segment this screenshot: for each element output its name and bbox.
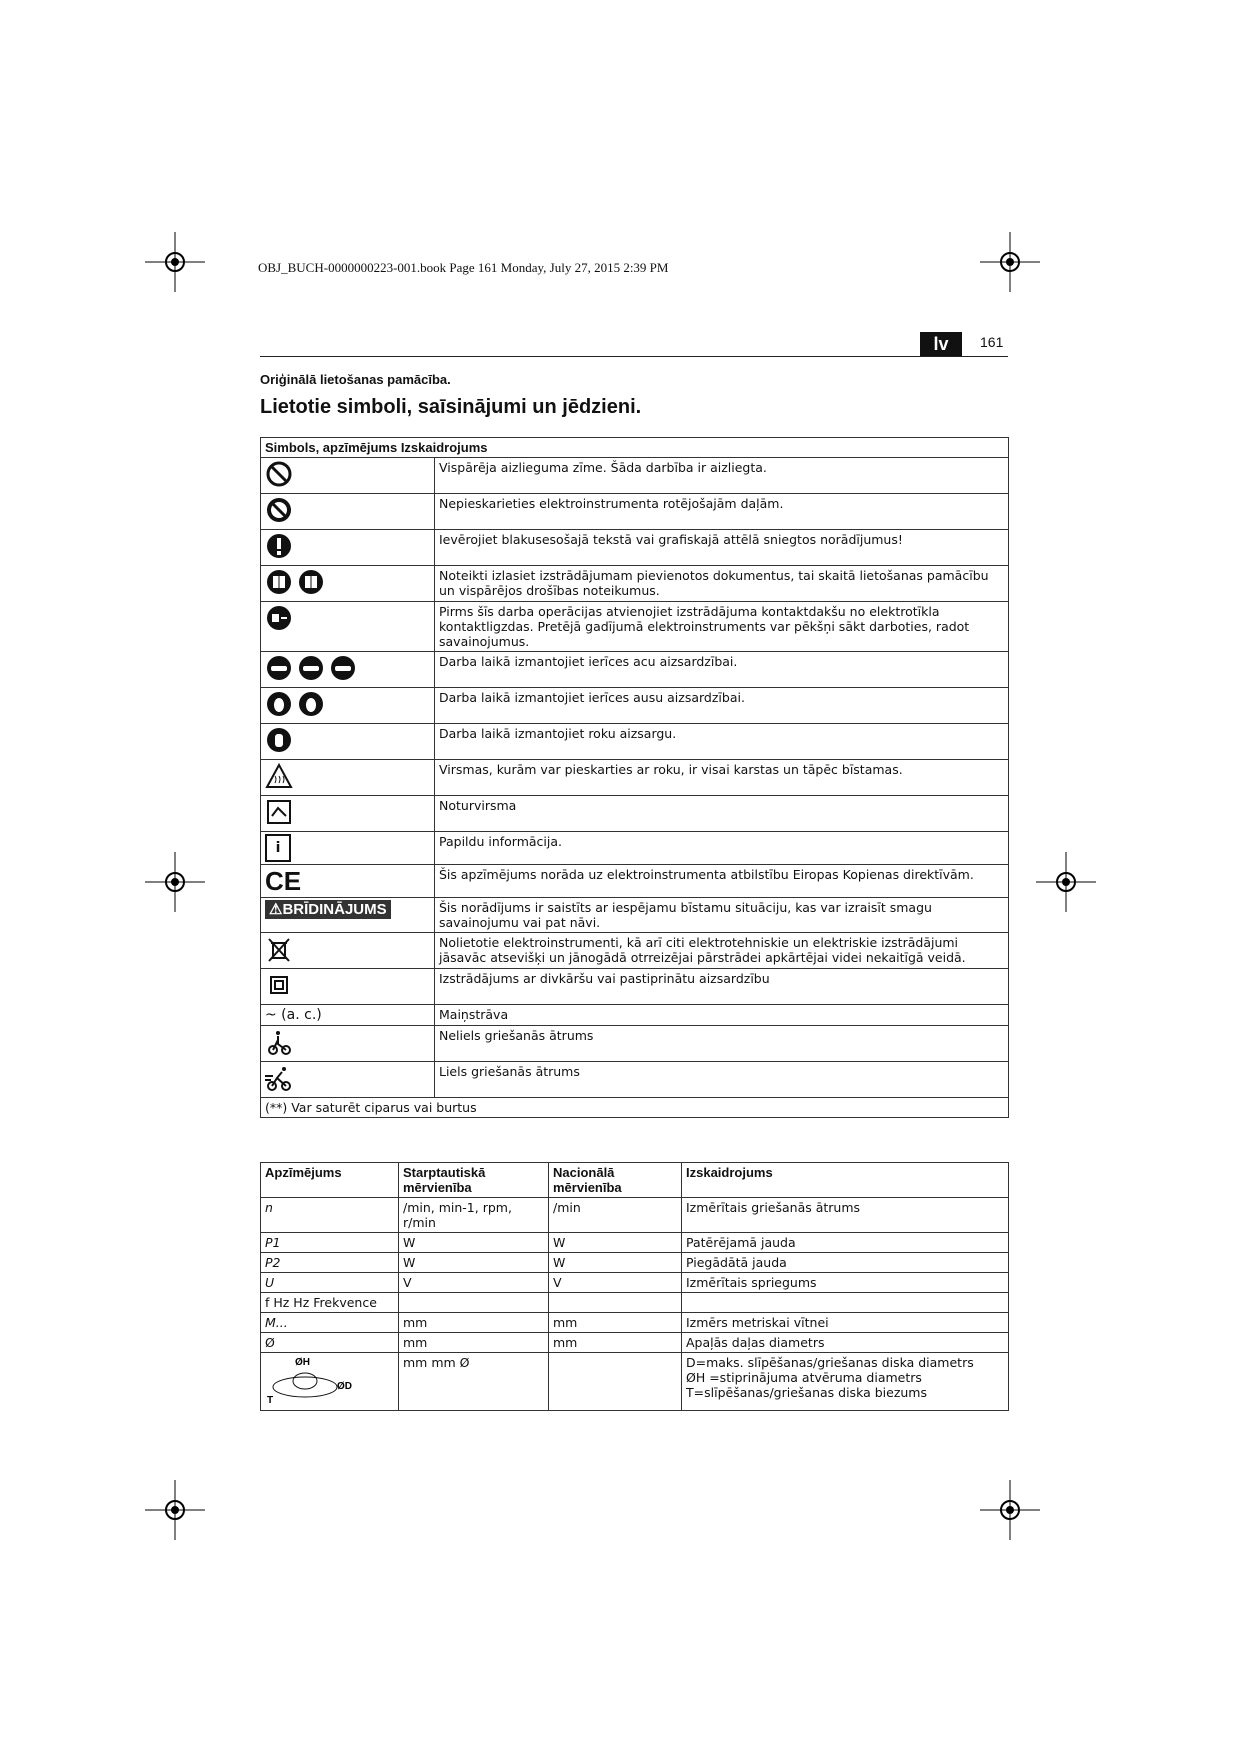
units-explanation: Piegādātā jauda	[682, 1253, 1009, 1273]
units-national: W	[549, 1253, 682, 1273]
units-header-symbol: Apzīmējums	[261, 1163, 399, 1198]
symbol-cell	[261, 566, 435, 602]
units-row	[261, 1313, 1009, 1333]
symbol-cell	[261, 796, 435, 832]
symbol-explanation: Papildu informācija.	[435, 832, 1009, 865]
units-intl: V	[399, 1273, 549, 1293]
units-explanation: Patērējamā jauda	[682, 1233, 1009, 1253]
warning-badge: ⚠BRĪDINĀJUMS	[265, 900, 391, 919]
symbol-explanation: Noturvirsma	[435, 796, 1009, 832]
prohibition-sign-icon	[265, 460, 293, 488]
symbol-cell	[261, 1005, 435, 1026]
language-badge: lv	[920, 332, 962, 356]
symbol-row	[261, 530, 1009, 566]
units-intl: mm mm Ø	[399, 1353, 549, 1411]
disc-diagram-icon	[265, 1355, 355, 1405]
symbol-cell	[261, 865, 435, 898]
symbol-row	[261, 796, 1009, 832]
symbol-cell	[261, 933, 435, 969]
symbol-explanation: Neliels griešanās ātrums	[435, 1026, 1009, 1062]
units-table	[260, 1162, 1009, 1411]
eye-protection-icon	[329, 654, 357, 682]
symbol-explanation: Izstrādājums ar divkāršu vai pastiprinātu aizsardzību	[435, 969, 1009, 1005]
symbol-explanation: Darba laikā izmantojiet ierīces ausu aizsardzībai.	[435, 688, 1009, 724]
eye-protection-icon	[297, 654, 325, 682]
symbol-explanation: Virsmas, kurām var pieskarties ar roku, ir visai karstas un tāpēc bīstamas.	[435, 760, 1009, 796]
do-not-touch-rotating-icon	[265, 496, 293, 524]
symbol-explanation: Ievērojiet blakusesošajā tekstā vai grafiskajā attēlā sniegtos norādījumus!	[435, 530, 1009, 566]
symbol-explanation: Noteikti izlasiet izstrādājumam pievienotos dokumentus, tai skaitā lietošanas pamācību un vispārējos drošības noteikumus.	[435, 566, 1009, 602]
units-symbol: Ø	[261, 1333, 399, 1353]
symbol-cell	[261, 832, 435, 865]
symbol-row	[261, 760, 1009, 796]
symbol-cell	[261, 724, 435, 760]
symbol-row	[261, 494, 1009, 530]
fast-speed-icon	[265, 1064, 293, 1092]
symbol-cell	[261, 458, 435, 494]
svg-text:T: T	[267, 1395, 274, 1405]
units-national	[549, 1353, 682, 1411]
symbol-cell	[261, 688, 435, 724]
unplug-icon	[265, 604, 293, 632]
symbol-row	[261, 933, 1009, 969]
symbol-row	[261, 724, 1009, 760]
units-intl: mm	[399, 1333, 549, 1353]
symbol-row	[261, 566, 1009, 602]
eye-protection-icon	[265, 654, 293, 682]
units-symbol: f Hz Hz Frekvence	[261, 1293, 399, 1313]
symbol-explanation: Nolietotie elektroinstrumenti, kā arī citi elektrotehniskie un elektriskie izstrādājumi jāsavāc atsevišķi un jānogādā otrreizējai pārstrādei apkārtējai videi nekaitīgā veidā.	[435, 933, 1009, 969]
units-symbol: P1	[261, 1233, 399, 1253]
symbol-cell	[261, 969, 435, 1005]
page-title: Lietotie simboli, saīsinājumi un jēdzieni.	[260, 396, 642, 418]
symbol-row	[261, 688, 1009, 724]
ce-mark-icon: CE	[265, 866, 302, 896]
symbol-row	[261, 1062, 1009, 1098]
symbol-cell	[261, 530, 435, 566]
units-explanation	[682, 1353, 1009, 1411]
units-explanation: Izmērītais griešanās ātrums	[682, 1198, 1009, 1233]
page-subtitle: Oriģinālā lietošanas pamācība.	[260, 372, 451, 387]
crossed-bin-icon	[265, 935, 293, 963]
units-row	[261, 1253, 1009, 1273]
units-national: mm	[549, 1313, 682, 1333]
symbol-cell	[261, 760, 435, 796]
symbols-table-footer: (**) Var saturēt ciparus vai burtus	[261, 1098, 1009, 1118]
units-intl	[399, 1293, 549, 1313]
registration-mark	[145, 852, 205, 912]
ear-protection-icon	[265, 690, 293, 718]
svg-text:ØH: ØH	[295, 1357, 310, 1368]
units-national: mm	[549, 1333, 682, 1353]
glove-icon	[265, 726, 293, 754]
grip-surface-icon	[265, 798, 293, 826]
symbol-row	[261, 1005, 1009, 1026]
symbol-row	[261, 969, 1009, 1005]
double-insulation-icon	[265, 971, 293, 999]
read-manual-icon	[265, 568, 293, 596]
symbol-cell	[261, 1026, 435, 1062]
symbol-row	[261, 652, 1009, 688]
units-intl: /min, min-1, rpm, r/min	[399, 1198, 549, 1233]
units-row	[261, 1293, 1009, 1313]
symbol-explanation: Pirms šīs darba operācijas atvienojiet izstrādājuma kontaktdakšu no elektrotīkla kontaktligzdas. Pretējā gadījumā elektroinstruments var pēkšņi sākt darboties, radot savainojumus.	[435, 602, 1009, 652]
symbol-row	[261, 1026, 1009, 1062]
header-rule	[260, 356, 1008, 357]
units-national	[549, 1293, 682, 1313]
units-intl: mm	[399, 1313, 549, 1333]
units-row	[261, 1198, 1009, 1233]
symbol-row	[261, 865, 1009, 898]
explanation-line: T=slīpēšanas/griešanas diska biezums	[686, 1385, 927, 1400]
symbol-row	[261, 832, 1009, 865]
units-symbol: n	[261, 1198, 399, 1233]
symbol-cell	[261, 898, 435, 933]
ear-protection-icon	[297, 690, 325, 718]
units-national: /min	[549, 1198, 682, 1233]
read-manual-icon	[297, 568, 325, 596]
registration-mark	[980, 1480, 1040, 1540]
symbol-cell	[261, 602, 435, 652]
exclamation-icon	[265, 532, 293, 560]
info-icon: i	[265, 834, 291, 862]
symbols-table	[260, 437, 1009, 1118]
symbols-table-header: Simbols, apzīmējums Izskaidrojums	[261, 438, 1009, 458]
symbol-explanation: Maiņstrāva	[435, 1005, 1009, 1026]
units-national: V	[549, 1273, 682, 1293]
units-row	[261, 1233, 1009, 1253]
symbol-row	[261, 458, 1009, 494]
units-explanation: Apaļās daļas diametrs	[682, 1333, 1009, 1353]
registration-mark	[145, 1480, 205, 1540]
symbol-row	[261, 898, 1009, 933]
units-header-explanation: Izskaidrojums	[682, 1163, 1009, 1198]
ac-symbol: ~ (a. c.)	[265, 1007, 322, 1023]
symbol-row	[261, 602, 1009, 652]
symbol-explanation: Darba laikā izmantojiet ierīces acu aizsardzībai.	[435, 652, 1009, 688]
units-row	[261, 1333, 1009, 1353]
units-explanation: Izmērītais spriegums	[682, 1273, 1009, 1293]
units-row	[261, 1273, 1009, 1293]
units-national: W	[549, 1233, 682, 1253]
units-intl: W	[399, 1233, 549, 1253]
units-symbol: P2	[261, 1253, 399, 1273]
symbol-explanation: Šis apzīmējums norāda uz elektroinstrumenta atbilstību Eiropas Kopienas direktīvām.	[435, 865, 1009, 898]
units-header-national: Nacionālā mērvienība	[549, 1163, 682, 1198]
symbol-cell	[261, 652, 435, 688]
page-number: 161	[980, 334, 1004, 350]
registration-mark	[980, 232, 1040, 292]
symbol-explanation: Šis norādījums ir saistīts ar iespējamu bīstamu situāciju, kas var izraisīt smagu savainojumu vai pat nāvi.	[435, 898, 1009, 933]
slow-speed-icon	[265, 1028, 293, 1056]
units-symbol: U	[261, 1273, 399, 1293]
symbol-explanation: Nepieskarieties elektroinstrumenta rotējošajām daļām.	[435, 494, 1009, 530]
book-info: OBJ_BUCH-0000000223-001.book Page 161 Monday, July 27, 2015 2:39 PM	[258, 260, 669, 275]
symbol-cell	[261, 494, 435, 530]
symbol-cell	[261, 1062, 435, 1098]
symbol-explanation: Darba laikā izmantojiet roku aizsargu.	[435, 724, 1009, 760]
registration-mark	[1036, 852, 1096, 912]
svg-text:ØD: ØD	[337, 1381, 352, 1392]
units-header-intl: Starptautiskā mērvienība	[399, 1163, 549, 1198]
symbol-explanation: Vispārēja aizlieguma zīme. Šāda darbība ir aizliegta.	[435, 458, 1009, 494]
explanation-line: D=maks. slīpēšanas/griešanas diska diametrs	[686, 1355, 974, 1370]
units-intl: W	[399, 1253, 549, 1273]
units-symbol: M...	[261, 1313, 399, 1333]
units-explanation	[682, 1293, 1009, 1313]
explanation-line: ØH =stiprinājuma atvēruma diametrs	[686, 1370, 922, 1385]
units-row	[261, 1353, 1009, 1411]
units-explanation: Izmērs metriskai vītnei	[682, 1313, 1009, 1333]
symbol-explanation: Liels griešanās ātrums	[435, 1062, 1009, 1098]
registration-mark	[145, 232, 205, 292]
units-symbol	[261, 1353, 399, 1411]
hot-surface-icon	[265, 762, 293, 790]
